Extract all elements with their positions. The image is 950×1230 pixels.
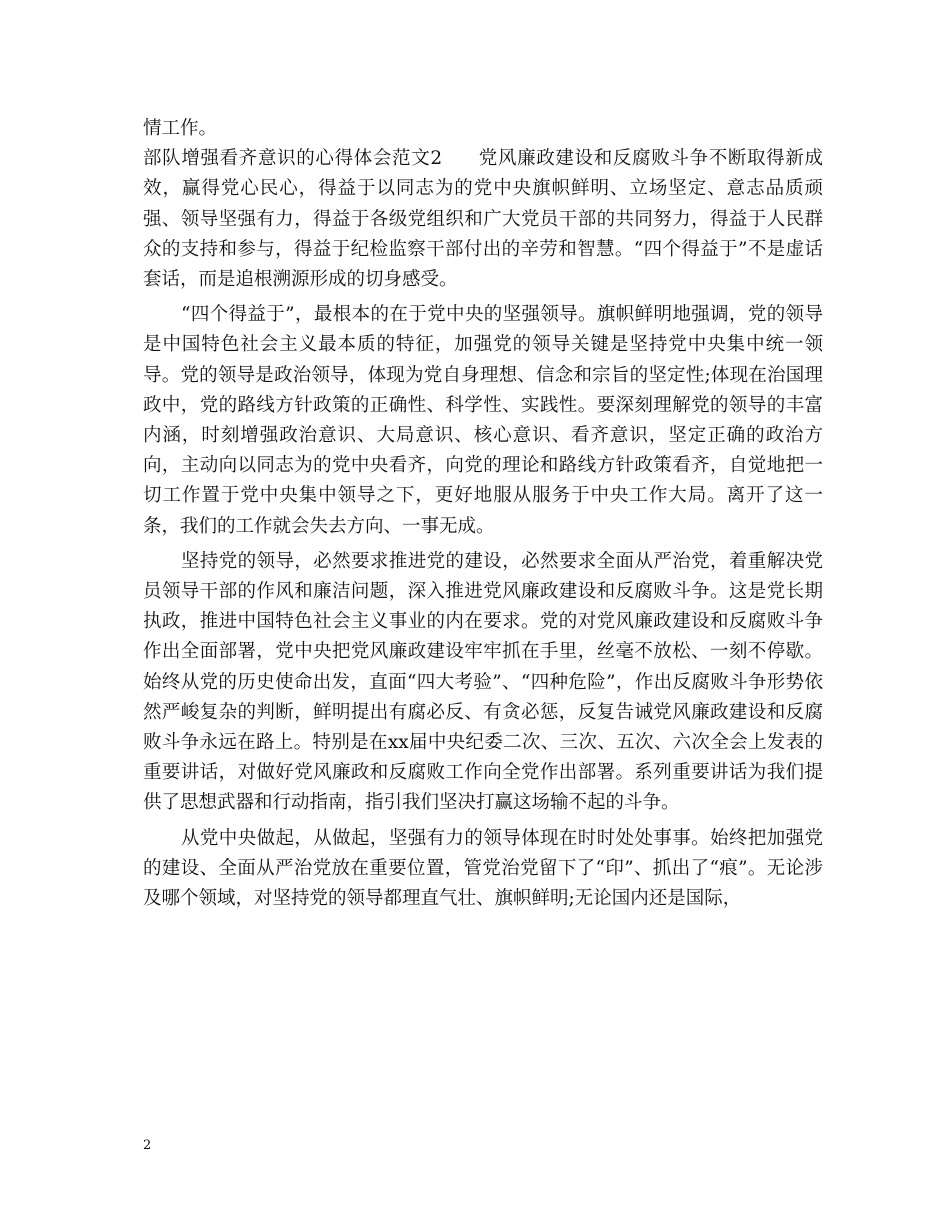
section-heading: 部队增强看齐意识的心得体会范文2	[143, 148, 443, 170]
body-text	[143, 114, 823, 914]
paragraph: “四个得益于”，最根本的在于党中央的坚强领导。旗帜鲜明地强调，党的领导是中国特色社会主义最本质的特征，加强党的领导关键是坚持党中央集中统一领导。党的领导是政治领导，体现为党自身理想、信念和宗旨的坚定性;体现在治国理政中，党的路线方针政策的正确性、科学性、实践性。要深刻理解党的领导的丰富内涵，时刻增强政治意识、大局意识、核心意识、看齐意识，坚定正确的政治方向，主动向以同志为的党中央看齐，向党的理论和路线方针政策看齐，自觉地把一切工作置于党中央集中领导之下，更好地服从服务于中央工作大局。离开了这一条，我们的工作就会失去方向、一事无成。	[143, 304, 823, 537]
section-heading-paragraph	[143, 144, 823, 295]
section-intro-text: 党风廉政建设和反腐败斗争不断取得新成效，赢得党心民心，得益于以同志为的党中央旗帜鲜明、立场坚定、意志品质顽强、领导坚强有力，得益于各级党组织和广大党员干部的共同努力，得益于人民群众的支持和参与，得益于纪检监察干部付出的辛劳和智慧。“四个得益于”不是虚话套话，而是追根溯源形成的切身感受。	[143, 148, 823, 291]
paragraph: 坚持党的领导，必然要求推进党的建设，必然要求全面从严治党，着重解决党员领导干部的作风和廉洁问题，深入推进党风廉政建设和反腐败斗争。这是党长期执政，推进中国特色社会主义事业的内在要求。党的对党风廉政建设和反腐败斗争作出全面部署，党中央把党风廉政建设牢牢抓在手里，丝毫不放松、一刻不停歇。始终从党的历史使命出发，直面“四大考验”、“四种危险”，作出反腐败斗争形势依然严峻复杂的判断，鲜明提出有腐必反、有贪必惩，反复告诫党风廉政建设和反腐败斗争永远在路上。特别是在xx届中央纪委二次、三次、五次、六次全会上发表的重要讲话，对做好党风廉政和反腐败工作向全党作出部署。系列重要讲话为我们提供了思想武器和行动指南，指引我们坚决打赢这场输不起的斗争。	[143, 550, 823, 814]
lead-line: 情工作。	[143, 118, 218, 139]
page-number: 2	[143, 1138, 152, 1153]
paragraph: 从党中央做起，从做起，坚强有力的领导体现在时时处处事事。始终把加强党的建设、全面从严治党放在重要位置，管党治党留下了“印”、抓出了“痕”。无论涉及哪个领域，对坚持党的领导都理直气壮、旗帜鲜明;无论国内还是国际，	[143, 827, 823, 910]
